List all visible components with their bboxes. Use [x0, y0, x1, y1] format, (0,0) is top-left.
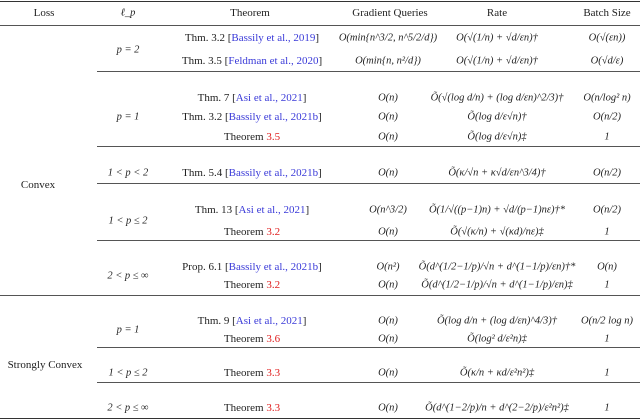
theorem-cell	[185, 32, 319, 44]
section-rule	[97, 240, 640, 241]
theorem-label: Theorem	[223, 131, 267, 143]
theorem-cell	[195, 204, 309, 216]
rate: Õ(log d/n + (log d/εn)^4/3)†	[436, 315, 558, 327]
loss-strongly-convex: Strongly Convex	[7, 359, 83, 371]
batch-size: 1	[604, 279, 610, 291]
rate: Õ(d^(1−2/p)/n + d^(2−2/p)/ε²n²)‡	[425, 402, 569, 414]
loss-convex: Convex	[20, 179, 56, 191]
lp-label: 1 < p ≤ 2	[108, 367, 148, 379]
gradient-queries: O(n)	[378, 315, 398, 327]
gradient-queries: O(n)	[378, 226, 398, 238]
theorem-ref-link[interactable]: 3.3	[266, 402, 281, 414]
theorem-label: Thm. 9 [	[197, 315, 236, 327]
top-rule	[0, 1, 640, 2]
theorem-ref-link[interactable]: 3.3	[266, 367, 281, 379]
theorem-cell	[224, 367, 280, 379]
rate: Õ(√(κ/n) + √(κd)/nε)‡	[450, 226, 544, 238]
rate: Õ(log d/ε√n)†	[467, 111, 527, 123]
batch-size: O(n/2)	[593, 111, 621, 123]
batch-size: O(√(εn))	[588, 32, 626, 44]
batch-size: O(√d/ε)	[590, 55, 624, 67]
section-rule	[97, 71, 640, 72]
rate: Õ(1/√((p−1)n) + √d/(p−1)nε)†*	[428, 204, 566, 216]
section-rule	[97, 382, 640, 383]
batch-size: O(n/log² n)	[583, 92, 631, 104]
theorem-label: Thm. 5.4 [	[182, 167, 229, 179]
theorem-label: Theorem	[223, 402, 267, 414]
theorem-label: Theorem	[223, 333, 267, 345]
lp-label: 1 < p < 2	[107, 167, 149, 179]
gradient-queries: O(n²)	[376, 261, 400, 273]
rate: Õ(d^(1/2−1/p)/√n + d^(1−1/p)/εn)‡	[421, 279, 573, 291]
theorem-cell	[224, 333, 280, 345]
gradient-queries: O(min{n, n²/d})	[355, 55, 421, 67]
theorem-cell	[182, 111, 322, 123]
theorem-cell	[224, 402, 280, 414]
theorem-suffix: ]	[302, 315, 307, 327]
citation-link[interactable]: Feldman et al., 2020	[228, 55, 319, 67]
section-rule	[97, 146, 640, 147]
citation-link[interactable]: Bassily et al., 2021b	[228, 261, 319, 273]
theorem-label: Theorem	[223, 367, 267, 379]
section-rule	[97, 347, 640, 348]
theorem-label: Thm. 13 [	[194, 204, 239, 216]
bottom-rule	[0, 418, 640, 419]
gradient-queries: O(n)	[378, 333, 398, 345]
lp-label: p = 1	[116, 324, 140, 336]
header-rule	[0, 25, 640, 26]
citation-link[interactable]: Bassily et al., 2021b	[228, 111, 319, 123]
header-gradient-queries: Gradient Queries	[352, 7, 428, 19]
lp-label: p = 2	[116, 44, 140, 56]
theorem-suffix: ]	[315, 32, 320, 44]
theorem-suffix: ]	[305, 204, 310, 216]
theorem-ref-link[interactable]: 3.2	[266, 279, 281, 291]
lp-label: 2 < p ≤ ∞	[107, 270, 149, 282]
lp-label: 2 < p ≤ ∞	[107, 402, 149, 414]
theorem-cell	[182, 167, 322, 179]
theorem-ref-link[interactable]: 3.6	[266, 333, 281, 345]
batch-size: O(n/2)	[593, 167, 621, 179]
batch-size: 1	[604, 131, 610, 143]
gradient-queries: O(n)	[378, 167, 398, 179]
gradient-queries: O(min{n^3/2, n^5/2/d})	[338, 32, 438, 44]
lp-label: 1 < p ≤ 2	[108, 215, 148, 227]
theorem-label: Prop. 6.1 [	[182, 261, 229, 273]
theorem-label: Thm. 3.2 [	[184, 32, 232, 44]
rate: O(√(1/n) + √d/εn)†	[456, 55, 538, 67]
theorem-label: Thm. 7 [	[197, 92, 236, 104]
rate: Õ(κ/n + κd/ε²n²)‡	[459, 367, 535, 379]
rate: Õ(√(log d/n) + (log d/εn)^2/3)†	[430, 92, 564, 104]
theorem-cell	[198, 92, 307, 104]
theorem-cell	[224, 226, 280, 238]
citation-link[interactable]: Asi et al., 2021	[238, 204, 306, 216]
gradient-queries: O(n)	[378, 402, 398, 414]
citation-link[interactable]: Asi et al., 2021	[235, 92, 303, 104]
gradient-queries: O(n)	[378, 367, 398, 379]
header-theorem: Theorem	[230, 7, 270, 19]
batch-size: 1	[604, 226, 610, 238]
gradient-queries: O(n)	[378, 279, 398, 291]
theorem-label: Thm. 3.5 [	[181, 55, 229, 67]
lp-label: p = 1	[116, 111, 140, 123]
group-rule	[0, 295, 640, 296]
rate: Õ(κ/√n + κ√d/εn^3/4)†	[448, 167, 546, 179]
gradient-queries: O(n)	[378, 111, 398, 123]
gradient-queries: O(n)	[378, 131, 398, 143]
theorem-suffix: ]	[318, 167, 322, 179]
theorem-cell	[182, 55, 322, 67]
batch-size: 1	[604, 402, 610, 414]
theorem-suffix: ]	[302, 92, 307, 104]
batch-size: O(n/2)	[593, 204, 621, 216]
rate: Õ(log d/ε√n)‡	[467, 131, 527, 143]
theorem-cell	[224, 279, 280, 291]
citation-link[interactable]: Asi et al., 2021	[235, 315, 303, 327]
batch-size: O(n)	[597, 261, 617, 273]
header-batch-size: Batch Size	[583, 7, 631, 19]
batch-size: O(n/2 log n)	[581, 315, 633, 327]
batch-size: 1	[604, 333, 610, 345]
theorem-label: Theorem	[223, 226, 267, 238]
rate: Õ(log² d/ε²n)‡	[467, 333, 527, 345]
rate: O(√(1/n) + √d/εn)†	[456, 32, 538, 44]
theorem-cell	[182, 261, 322, 273]
theorem-ref-link[interactable]: 3.5	[266, 131, 281, 143]
theorem-label: Thm. 3.2 [	[182, 111, 229, 123]
theorem-ref-link[interactable]: 3.2	[266, 226, 281, 238]
theorem-label: Theorem	[223, 279, 267, 291]
header-loss: Loss	[33, 7, 55, 19]
theorem-cell	[198, 315, 307, 327]
rate: Õ(d^(1/2−1/p)/√n + d^(1−1/p)/εn)†*	[418, 261, 576, 273]
gradient-queries: O(n^3/2)	[369, 204, 407, 216]
citation-link[interactable]: Bassily et al., 2021b	[228, 167, 319, 179]
theorem-suffix: ]	[318, 55, 323, 67]
theorem-cell	[224, 131, 280, 143]
theorem-suffix: ]	[318, 261, 322, 273]
header-rate: Rate	[486, 7, 508, 19]
section-rule	[97, 183, 640, 184]
header-lp: ℓ_p	[120, 7, 136, 19]
batch-size: 1	[604, 367, 610, 379]
citation-link[interactable]: Bassily et al., 2019	[231, 32, 316, 44]
theorem-suffix: ]	[318, 111, 322, 123]
gradient-queries: O(n)	[378, 92, 398, 104]
